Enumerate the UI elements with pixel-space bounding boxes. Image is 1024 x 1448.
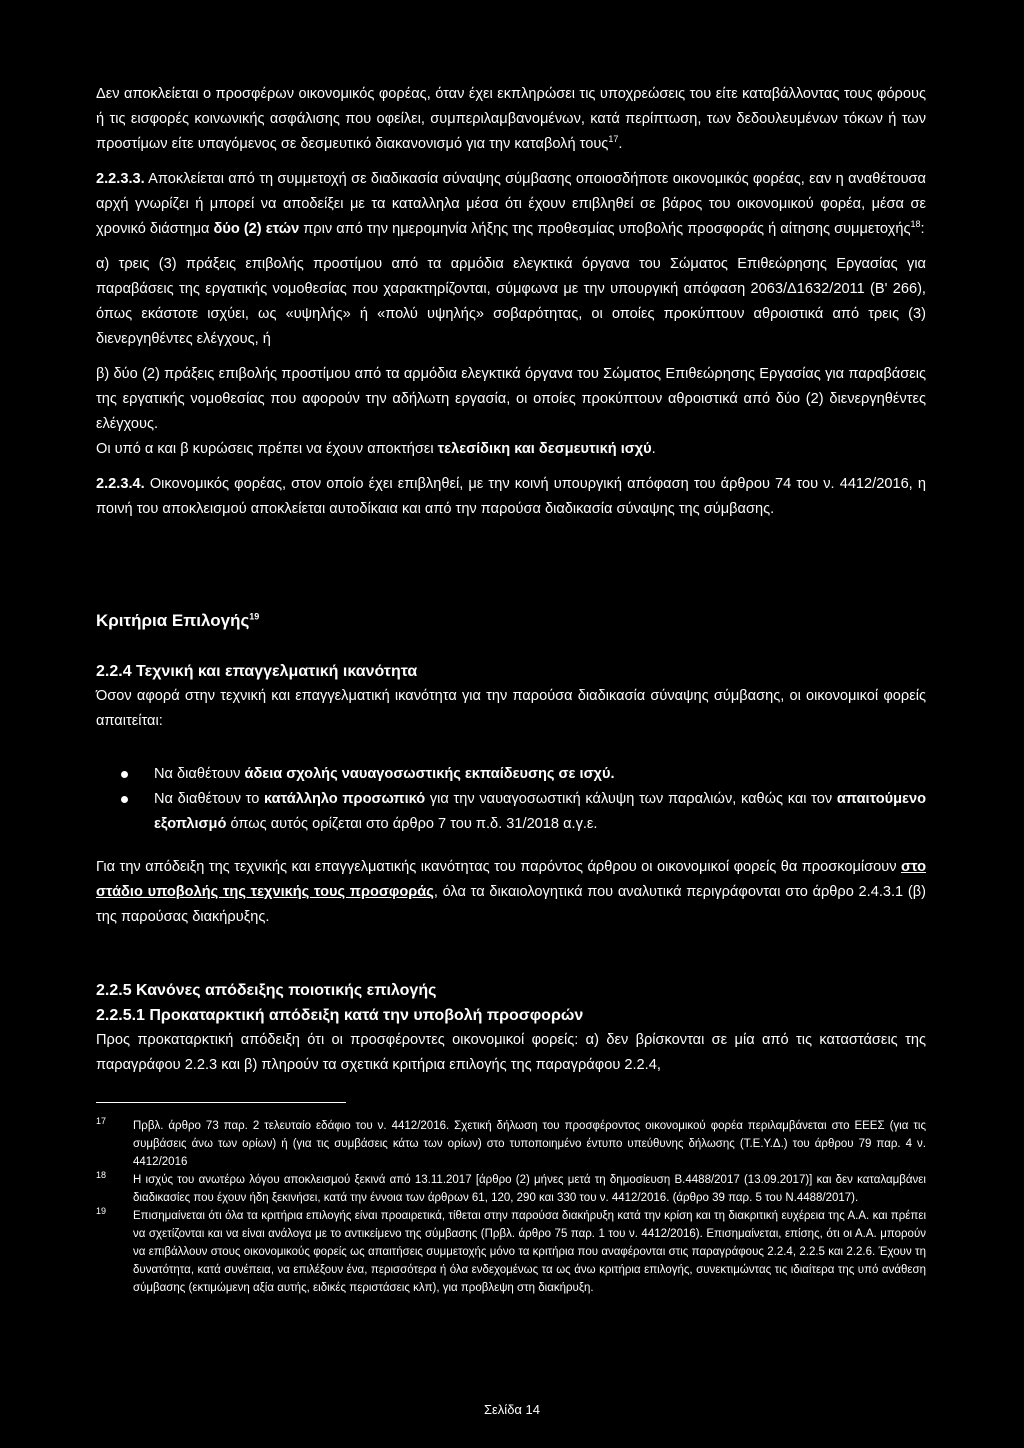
body-block-2: [96, 659, 926, 930]
footnote-18: 18 Η ισχύς του ανωτέρω λόγου αποκλεισμού ξεκινά από 13.11.2017 [άρθρο (2) μήνες μετά τη δημοσίευση Β.4488/2017 (13.09.2017)] και δεν καταλαμβάνει διαδικασίες που έχουν ήδη ξεκινήσει, κατά την έννοια των άρθρων 61, 120, 290 και 330 του ν. 4412/2016. (άρθρο 39 παρ. 5 του Ν.4488/2017).: [96, 1170, 926, 1204]
paragraph-sanctions-finality: Οι υπό α και β κυρώσεις πρέπει να έχουν αποκτήσει τελεσίδικη και δεσμευτική ισχύ.: [96, 441, 656, 457]
heading-2-2-5: 2.2.5 Κανόνες απόδειξης ποιοτικής επιλογής: [96, 982, 437, 999]
paragraph-option-a: α) τρεις (3) πράξεις επιβολής προστίμου από τα αρμόδια ελεγκτικά όργανα του Σώματος Επιθεώρησης Εργασίας για παραβάσεις της εργατικής νομοθεσίας που χαρακτηρίζονται, σύμφωνα με την υπουργική απόφαση 2063/Δ1632/2011 (Β' 266), όπως εκάστοτε ισχύει, ως «υψηλής» ή «πολύ υψηλής» σοβαρότητας, οι οποίες προκύπτουν αθροιστικά από τρεις (3) διενεργηθέντες ελέγχους, ή: [96, 256, 926, 347]
footnote-divider: [96, 1102, 346, 1103]
body-block-1: [96, 82, 926, 522]
paragraph-2-2-3-4: 2.2.3.4. Οικονομικός φορέας, στον οποίο έχει επιβληθεί, με την κοινή υπουργική απόφαση του άρθρου 74 του ν. 4412/2016, η ποινή του αποκλεισμού αποκλείεται αυτοδίκαια και από την παρούσα διαδικασία σύναψης της σύμβασης.: [96, 476, 926, 517]
paragraph-option-b: β) δύο (2) πράξεις επιβολής προστίμου από τα αρμόδια ελεγκτικά όργανα του Σώματος Επιθεώρησης Εργασίας για παραβάσεις της εργατικής νομοθεσίας που αφορούν την αδήλωτη εργασία, οι οποίες προκύπτουν αθροιστικά από δύο (2) διενεργηθέντες ελέγχους.: [96, 366, 926, 432]
footnotes: [96, 1117, 926, 1297]
paragraph-preliminary-proof: Προς προκαταρκτική απόδειξη ότι οι προσφέροντες οικονομικοί φορείς: α) δεν βρίσκονται σε μία από τις καταστάσεις της παραγράφου 2.2.3 και β) πληρούν τα σχετικά κριτήρια επιλογής της παραγράφου 2.2.4,: [96, 1032, 926, 1073]
section-number: 2.2.3.4.: [96, 476, 145, 492]
heading-2-2-5-1: 2.2.5.1 Προκαταρκτική απόδειξη κατά την υποβολή προσφορών: [96, 1007, 584, 1024]
footnote-ref-19[interactable]: 19: [249, 611, 260, 622]
requirements-list: [96, 762, 926, 837]
section-number: 2.2.3.3.: [96, 171, 145, 187]
paragraph-technical-ability: Όσον αφορά στην τεχνική και επαγγελματική ικανότητα για την παρούσα διαδικασία σύναψης σύμβασης, οι οικονομικοί φορείς απαιτείται:: [96, 688, 926, 729]
list-item: Να διαθέτουν άδεια σχολής ναυαγοσωστικής εκπαίδευσης σε ισχύ.: [154, 762, 926, 787]
heading-selection-criteria: Κριτήρια Επιλογής$^{19}$: [96, 611, 260, 630]
footnote-19: 19 Επισημαίνεται ότι όλα τα κριτήρια επιλογής είναι προαιρετικά, τίθεται στην παρούσα διακήρυξη κατά την κρίση και τη διακριτική ευχέρεια της Α.Α. και πρέπει να σχετίζονται και να είναι ανάλογα με το αντικείμενο της σύμβασης (Πρβλ. άρθρο 75 παρ. 1 του ν. 4412/2016). Επισημαίνεται, επίσης, ότι οι Α.Α. μπορούν να επιβάλλουν στους οικονομικούς φορείς ως απαιτήσεις συμμετοχής μόνο τα κριτήρια που αναφέρονται στις παραγράφους 2.2.4, 2.2.5 και 2.2.6. Έχουν τη δυνατότητα, κατά συνέπεια, να επιλέξουν ένα, περισσότερα ή όλα ενδεχομένως τα ως άνω κριτήρια επιλογής, συνεκτιμώντας τις ιδιαίτερα της υπό ανάθεση σύμβασης (εκτιμώμενη αξία αυτής, ειδικές περιστάσεις κλπ), για προβλεψη στη διακήρυξη.: [96, 1206, 926, 1294]
heading-2-2-4: 2.2.4 Τεχνική και επαγγελματική ικανότητα: [96, 663, 418, 680]
footnote-17: 17 Πρβλ. άρθρο 73 παρ. 2 τελευταίο εδάφιο του ν. 4412/2016. Σχετική δήλωση του προσφέροντος οικονομικού φορέα περιλαμβάνεται στο ΕΕΕΣ (για τις συμβάσεις άνω των ορίων) ή (για τις συμβάσεις κάτω των ορίων) στο τυποποιημένο έντυπο υπεύθυνης δήλωσης (Τ.Ε.Υ.Δ.) του άρθρου 79 παρ. 4 ν. 4412/2016: [96, 1116, 926, 1168]
list-item: Να διαθέτουν το κατάλληλο προσωπικό για την ναυαγοσωστική κάλυψη των παραλιών, καθώς και τον απαιτούμενο εξοπλισμό όπως αυτός ορίζεται στο άρθρο 7 του π.δ. 31/2018 α.γ.ε.: [154, 787, 926, 837]
paragraph-2-2-3-3: 2.2.3.3. Αποκλείεται από τη συμμετοχή σε διαδικασία σύναψης σύμβασης οποιοσδήποτε οικονομικός φορέας, εαν η αναθέτουσα αρχή γνωρίζει ή μπορεί να αποδείξει με τα καταλληλα μέσα ότι έχουν επιβληθεί σε βάρος του οικονομικού φορέα, μέσα σε χρονικό διάστημα δύο (2) ετών πριν από την ημερομηνία λήξης της προθεσμίας υποβολής προσφοράς ή αίτησης συμμετοχής$^{18}$:: [96, 171, 926, 237]
footnote-ref-17[interactable]: 17: [608, 134, 619, 145]
paragraph-tax-obligations: Δεν αποκλείεται ο προσφέρων οικονομικός φορέας, όταν έχει εκπληρώσει τις υποχρεώσεις του είτε καταβάλλοντας τους φόρους ή τις εισφορές κοινωνικής ασφάλισης που οφείλει, συμπεριλαμβανομένων, κατά περίπτωση, των δεδουλευμένων τόκων ή των προστίμων είτε υπαγόμενος σε δεσμευτικό διακανονισμό για την καταβολή τους$^{17}$.: [96, 86, 926, 152]
page-number: Σελίδα 14: [483, 1402, 541, 1417]
paragraph-proof-submission: Για την απόδειξη της τεχνικής και επαγγελματικής ικανότητας του παρόντος άρθρου οι οικονομικοί φορείς θα προσκομίσουν στο στάδιο υποβολής της τεχνικής τους προσφοράς, όλα τα δικαιολογητικά που αναλυτικά περιγράφονται στο άρθρο 2.4.3.1 (β) της παρούσας διακήρυξης.: [96, 859, 926, 925]
bullet-icon: [121, 771, 128, 778]
bullet-icon: [121, 796, 128, 803]
body-block-3: [96, 978, 926, 1078]
footnote-ref-18[interactable]: 18: [910, 219, 921, 230]
